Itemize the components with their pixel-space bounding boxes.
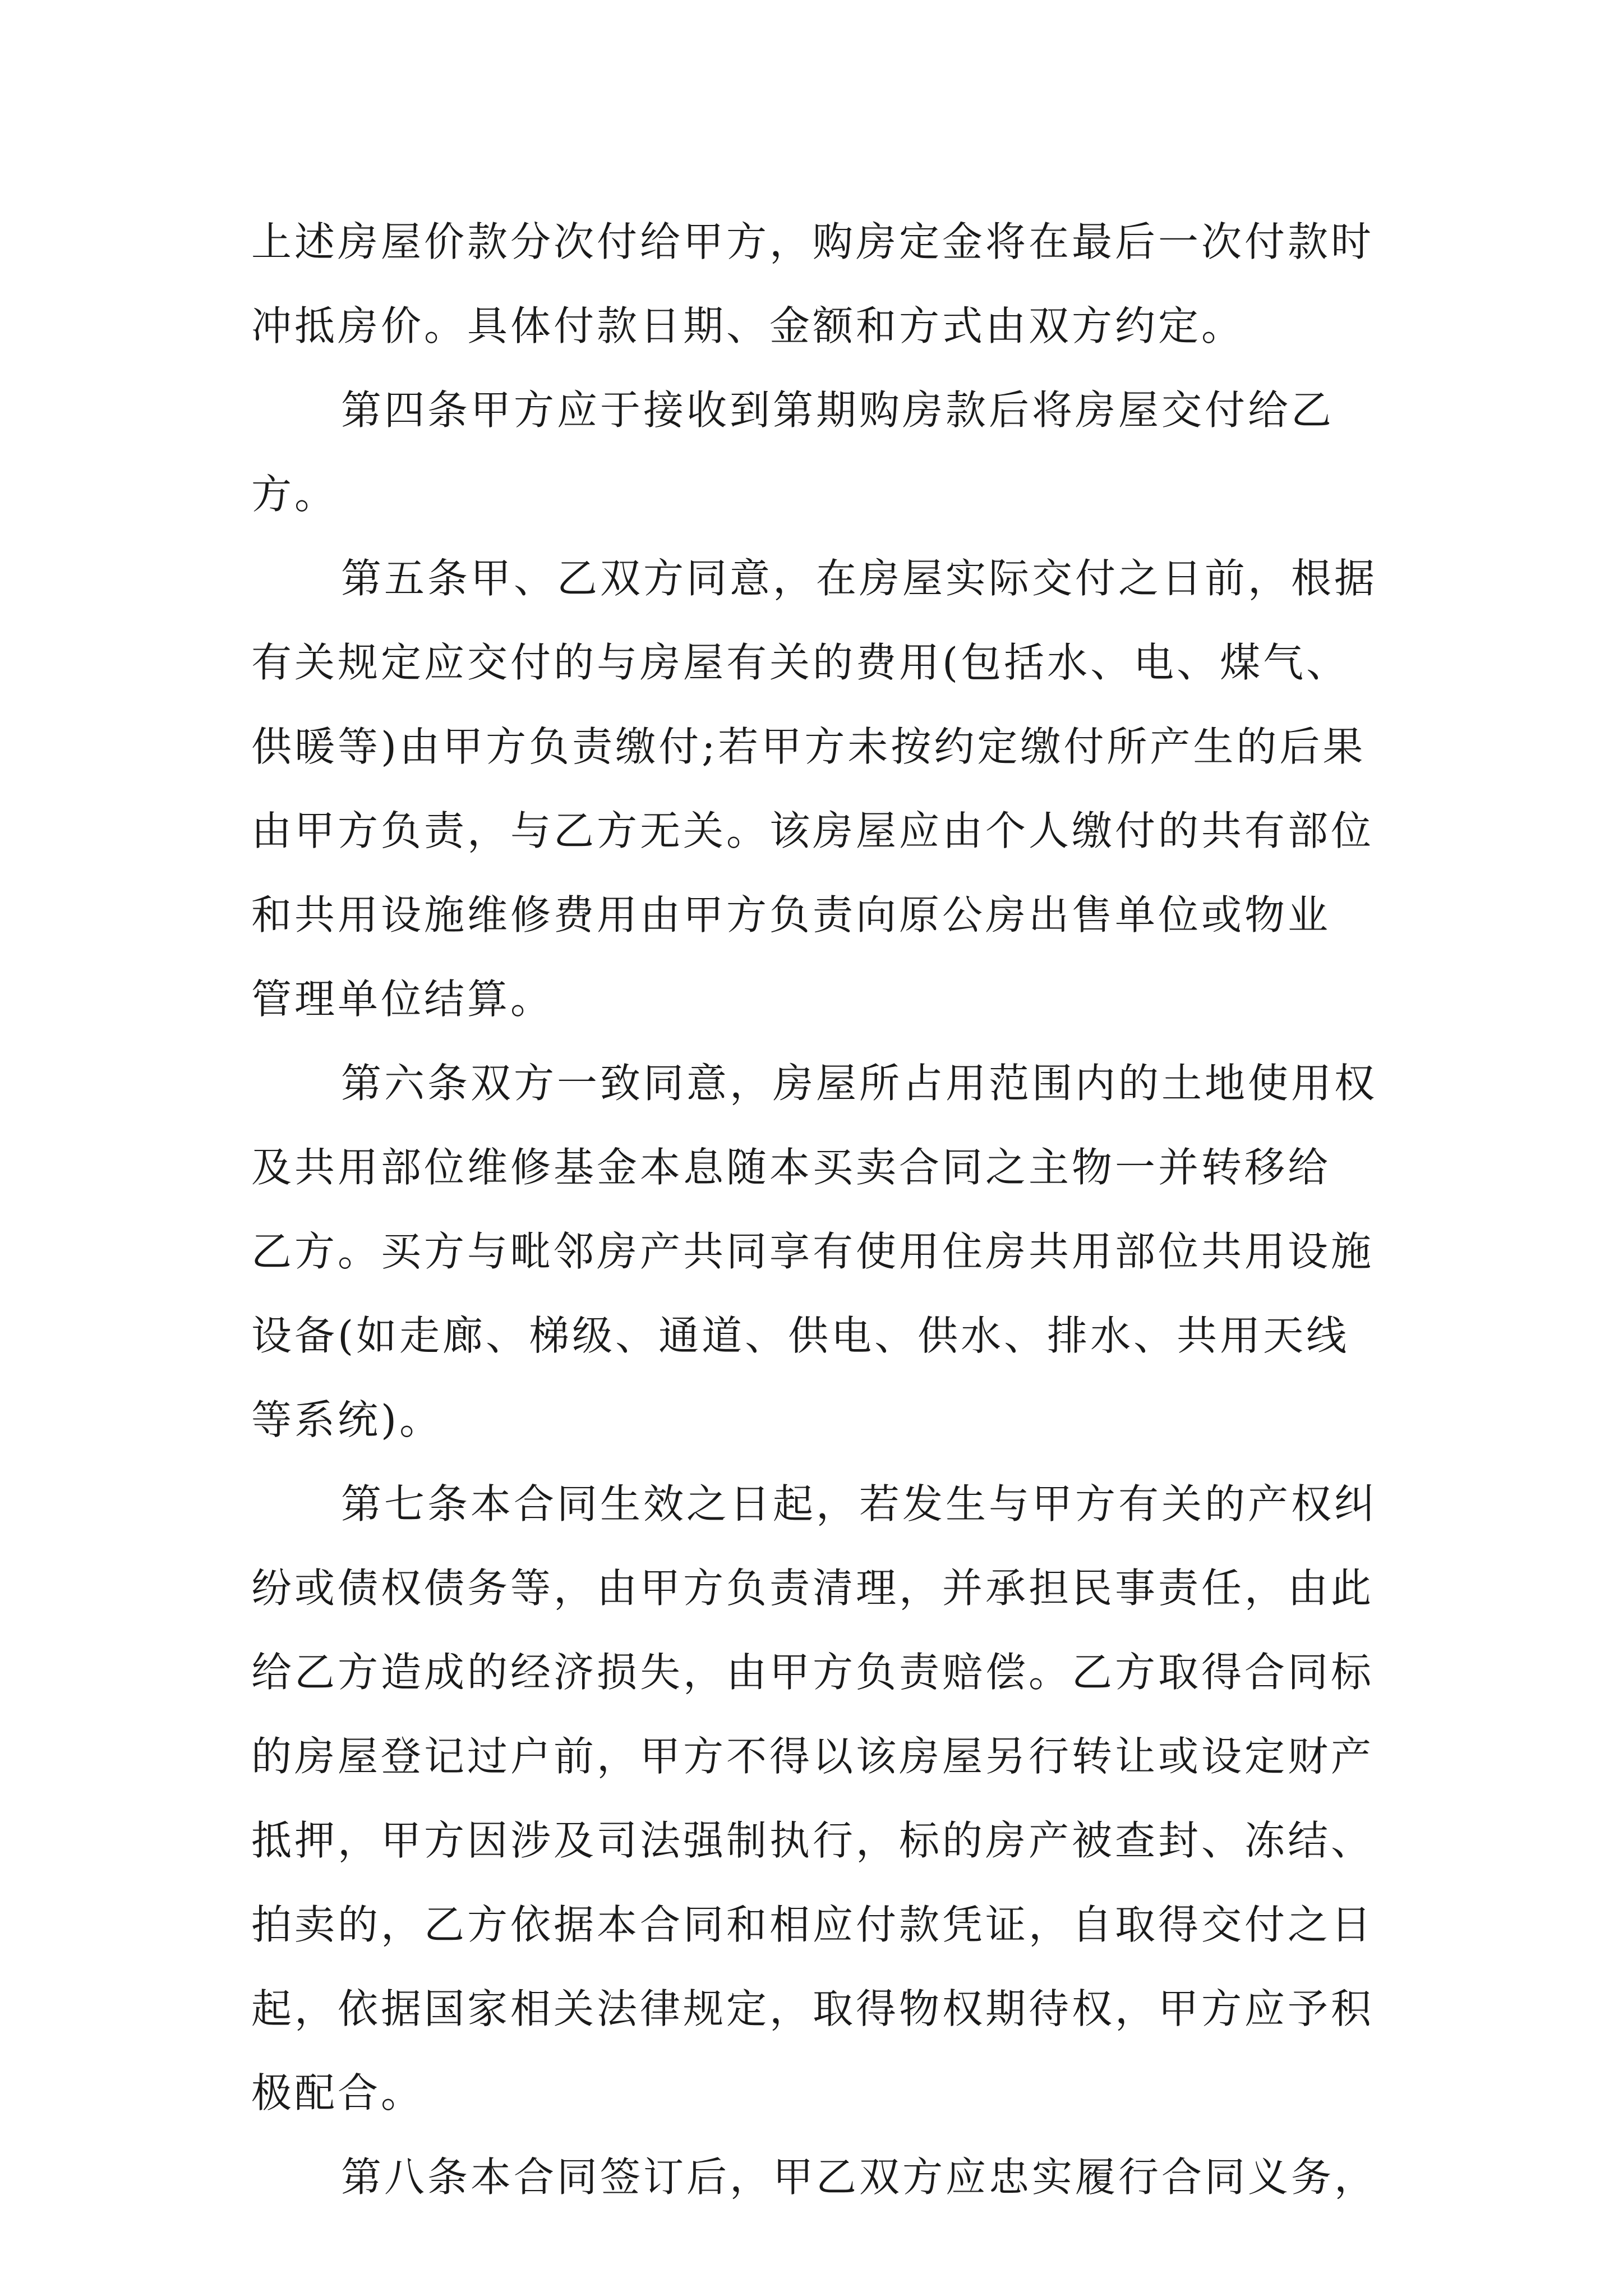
contract-body-text: [251, 200, 1378, 2219]
article-7-start-line: 第七条本合同生效之日起，若发生与甲方有关的产权纠: [341, 1480, 1378, 1527]
text-line: 和共用设施维修费用由甲方负责向原公房出售单位或物业: [251, 891, 1331, 938]
text-line: 管理单位结算。: [251, 976, 554, 1023]
text-line: 乙方。买方与毗邻房产共同享有使用住房共用部位共用设施: [251, 1228, 1375, 1275]
article-4-start-line: 第四条甲方应于接收到第期购房款后将房屋交付给乙: [341, 386, 1335, 434]
text-line: 等系统)。: [251, 1396, 443, 1443]
text-line: 的房屋登记过户前，甲方不得以该房屋另行转让或设定财产: [251, 1733, 1375, 1780]
text-line: 由甲方负责，与乙方无关。该房屋应由个人缴付的共有部位: [251, 807, 1375, 854]
article-5-start-line: 第五条甲、乙双方同意，在房屋实际交付之日前，根据: [341, 555, 1378, 602]
text-line: 有关规定应交付的与房屋有关的费用(包括水、电、煤气、: [251, 639, 1350, 686]
article-6-start-line: 第六条双方一致同意，房屋所占用范围内的土地使用权: [341, 1060, 1378, 1107]
text-line: 给乙方造成的经济损失，由甲方负责赔偿。乙方取得合同标: [251, 1649, 1375, 1696]
text-line: 方。: [251, 471, 338, 518]
text-line: 纷或债权债务等，由甲方负责清理，并承担民事责任，由此: [251, 1565, 1375, 1612]
text-line: 冲抵房价。具体付款日期、金额和方式由双方约定。: [251, 302, 1245, 349]
text-line: 设备(如走廊、梯级、通道、供电、供水、排水、共用天线: [251, 1312, 1350, 1359]
text-line: 极配合。: [251, 2069, 425, 2116]
text-line: 拍卖的，乙方依据本合同和相应付款凭证，自取得交付之日: [251, 1901, 1375, 1948]
text-line: 抵押，甲方因涉及司法强制执行，标的房产被查封、冻结、: [251, 1817, 1375, 1864]
text-line: 供暖等)由甲方负责缴付;若甲方未按约定缴付所产生的后果: [251, 723, 1366, 770]
text-line: 上述房屋价款分次付给甲方，购房定金将在最后一次付款时: [251, 218, 1375, 265]
article-8-start-line: 第八条本合同签订后，甲乙双方应忠实履行合同义务，: [341, 2154, 1378, 2201]
text-line: 起，依据国家相关法律规定，取得物权期待权，甲方应予积: [251, 1985, 1375, 2032]
text-line: 及共用部位维修基金本息随本买卖合同之主物一并转移给: [251, 1144, 1331, 1191]
